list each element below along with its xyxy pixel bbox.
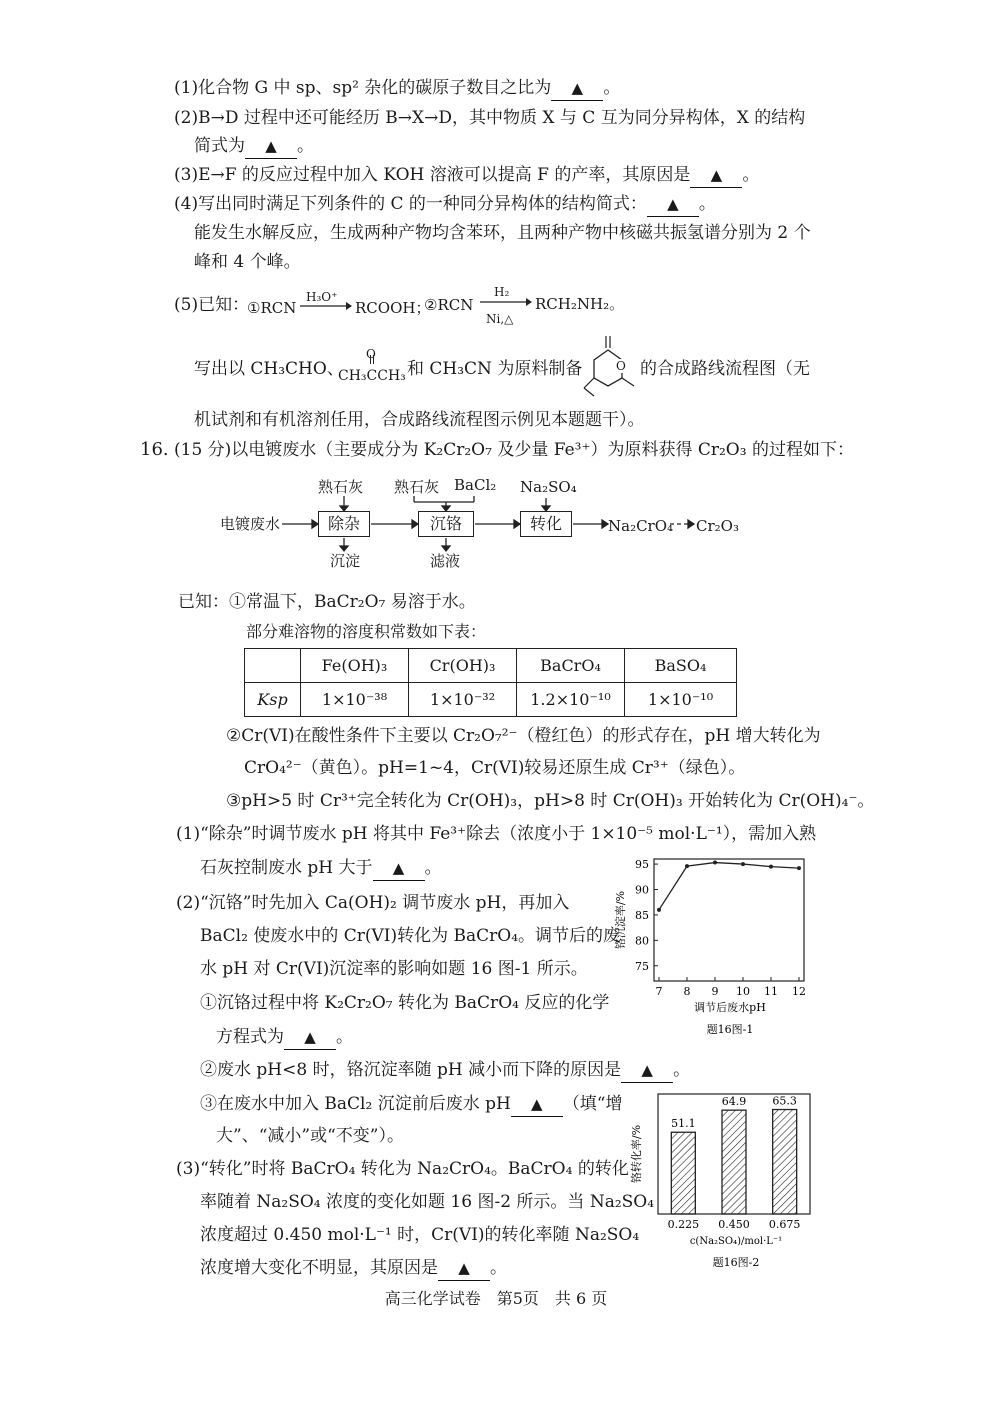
q16-known-2a: ②Cr(VI)在酸性条件下主要以 Cr₂O₇²⁻（橙红色）的形式存在，pH 增大转化为 [226,726,821,746]
flow-output-filtrate: 滤液 [430,552,461,570]
triangle-icon: ▲ [392,859,405,877]
reaction1-product: RCOOH； [355,299,431,317]
q16-part3-line3: 浓度超过 0.450 mol·L⁻¹ 时，Cr(VI)的转化率随 Na₂SO₄ [200,1225,640,1245]
q16-part2-sub1-line2: 方程式为 ▲ 。 [216,1025,353,1050]
q16-known-3: ③pH>5 时 Cr³⁺完全转化为 Cr(OH)₃，pH>8 时 Cr(OH)₃ 开始转化为 Cr(OH)₄⁻。 [226,791,875,811]
data-point [685,864,689,868]
reaction2-product: RCH₂NH₂。 [535,295,625,313]
q16-part2-sub1-line1: ①沉铬过程中将 K₂Cr₂O₇ 转化为 BaCrO₄ 反应的化学 [200,993,610,1013]
triangle-icon: ▲ [710,166,723,184]
table-header-cell [245,649,301,683]
bar-data-label: 65.3 [772,1094,797,1108]
table-row-label: Ksp [245,683,301,717]
answer-blank[interactable] [690,163,742,188]
y-tick-label: 85 [635,908,649,922]
q15-part2-line2: 简式为 ▲ 。 [194,134,314,159]
q16-heading: (15 分)以电镀废水（主要成分为 K₂Cr₂O₇ 及少量 Fe³⁺）为原料获得 Cr₂O₃ 的过程如下： [174,440,854,460]
flow-input-na2so4: Na₂SO₄ [520,478,577,496]
flow-box-impurity-removal: 除杂 [318,511,370,537]
triangle-icon: ▲ [641,1061,653,1079]
acetone-double-bond [370,355,371,364]
q16-number: 16. [140,439,169,460]
bar [671,1132,695,1214]
y-tick-label: 80 [635,934,649,948]
flow-input-lime-1: 熟石灰 [318,478,364,496]
lactone-structure [582,334,638,410]
table-cell: 1×10⁻³⁸ [301,683,409,717]
data-point [741,862,745,866]
data-point [657,908,661,912]
q15-part5-line3: 机试剂和有机溶剂任用，合成路线流程图示例见本题题干）。 [194,410,645,430]
answer-blank[interactable] [511,1092,563,1117]
chart-caption: 题16图-1 [706,1023,754,1036]
reaction2-condition-top: H₂ [494,285,510,299]
q15-part4-cond2: 峰和 4 个峰。 [194,252,301,272]
table-header-cell: BaSO₄ [625,649,737,683]
page-footer: 高三化学试卷 第5页 共 6 页 [384,1289,608,1308]
x-tick-label: 0.450 [718,1218,750,1231]
q15-part4-cond1: 能发生水解反应，生成两种产物均含苯环，且两种产物中核磁共振氢谱分别为 2 个 [194,223,811,243]
q16-part2-sub2: ②废水 pH<8 时，铬沉淀率随 pH 减小而下降的原因是 ▲ 。 [200,1058,690,1083]
x-tick-label: 7 [655,985,663,998]
table-header-cell: Fe(OH)₃ [301,649,409,683]
acetone-formula: CH₃CCH₃ [338,368,406,384]
triangle-icon: ▲ [531,1095,543,1113]
y-tick-label: 75 [635,959,649,973]
reaction2-condition-bottom: Ni,△ [486,312,514,326]
table-header-cell: Cr(OH)₃ [409,649,517,683]
reaction1-condition: H₃O⁺ [306,290,338,304]
q16-part3-line1: (3)“转化”时将 BaCrO₄ 转化为 Na₂CrO₄。BaCrO₄ 的转化 [176,1159,629,1179]
answer-blank[interactable] [284,1025,336,1050]
y-tick-label: 95 [635,858,649,872]
x-axis-label: 调节后废水pH [694,1001,766,1014]
answer-blank[interactable] [373,856,425,881]
table-row [245,683,737,717]
chart-conversion-rate-vs-concentration [628,1090,814,1280]
q16-part2-sub3-line1: ③在废水中加入 BaCl₂ 沉淀前后废水 pH ▲ （填“增 [200,1092,623,1117]
series-line [659,863,799,910]
bar-data-label: 64.9 [721,1095,747,1109]
flow-box-chromium-precipitation: 沉铬 [418,511,474,537]
reaction2-reactant: ②RCN [424,296,474,314]
x-tick-label: 8 [683,985,691,998]
triangle-icon: ▲ [571,79,584,97]
q15-part4: (4)写出同时满足下列条件的 C 的一种同分异构体的结构简式： ▲ 。 [174,192,716,217]
reaction1-arrow [300,300,352,312]
x-tick-label: 10 [736,985,750,998]
q15-part5-known: (5)已知： [174,295,250,315]
y-axis-label: 铬转化率/% [630,1124,643,1184]
flow-input-lime-2: 熟石灰 [394,478,440,496]
flow-output-precipitate: 沉淀 [330,552,361,570]
data-point [769,865,773,869]
x-tick-label: 12 [792,985,806,998]
q16-part1-line1: (1)“除杂”时调节废水 pH 将其中 Fe³⁺除去（浓度小于 1×10⁻⁵ mol·L⁻¹），需加入熟 [176,824,817,844]
q15-part5-line2c: 的合成路线流程图（无 [640,359,810,379]
q16-part2-line1: (2)“沉铬”时先加入 Ca(OH)₂ 调节废水 pH，再加入 [176,893,570,913]
flow-input-bacl2: BaCl₂ [454,476,497,494]
bar-data-label: 51.1 [671,1117,696,1131]
q16-part1-line2: 石灰控制废水 pH 大于 ▲ 。 [200,856,442,881]
chart-precipitation-rate-vs-ph [612,855,812,1040]
q15-part5-line2b: 和 CH₃CN 为原料制备 [407,359,583,379]
plot-frame [654,859,804,981]
x-tick-label: 0.675 [768,1218,801,1231]
q16-part3-line4: 浓度增大变化不明显，其原因是 ▲ 。 [200,1256,507,1281]
answer-blank[interactable] [621,1058,673,1083]
ksp-table [244,648,737,717]
table-cell: 1×10⁻³² [409,683,517,717]
flow-arrows [218,472,778,582]
chart-caption: 题16图-2 [712,1256,760,1269]
answer-blank[interactable] [438,1256,490,1281]
table-cell: 1.2×10⁻¹⁰ [517,683,625,717]
data-point [797,866,801,870]
q16-part2-line2: BaCl₂ 使废水中的 Cr(VI)转化为 BaCrO₄。调节后的废 [200,926,621,946]
table-header-row [245,649,737,683]
x-tick-label: 11 [764,985,778,998]
q15-part2-line1: (2)B→D 过程中还可能经历 B→X→D，其中物质 X 与 C 互为同分异构体，X 的结构 [174,108,806,128]
table-cell: 1×10⁻¹⁰ [625,683,737,717]
answer-blank[interactable] [647,192,699,217]
q15-part3: (3)E→F 的反应过程中加入 KOH 溶液可以提高 F 的产率，其原因是 ▲ 。 [174,163,759,188]
y-axis-label: 铬沉淀率/% [614,890,627,950]
q15-part1: (1)化合物 G 中 sp、sp² 杂化的碳原子数目之比为 ▲ 。 [174,76,620,101]
x-axis-label: c(Na₂SO₄)/mol·L⁻¹ [689,1236,783,1247]
table-header-cell: BaCrO₄ [517,649,625,683]
q16-part3-line2: 率随着 Na₂SO₄ 浓度的变化如题 16 图-2 所示。当 Na₂SO₄ [200,1192,655,1212]
process-flow-diagram [218,472,778,582]
q16-part2-line3: 水 pH 对 Cr(VI)沉淀率的影响如题 16 图-1 所示。 [200,959,588,979]
flow-start-label: 电镀废水 [220,515,281,533]
q16-known-2b: CrO₄²⁻（黄色）。pH=1~4，Cr(VI)较易还原生成 Cr³⁺（绿色）。 [244,758,746,778]
answer-blank[interactable] [551,76,603,101]
q16-known-1: 已知：①常温下，BaCr₂O₇ 易溶于水。 [178,592,476,612]
x-tick-label: 9 [711,985,719,998]
data-point [713,861,717,865]
bar [773,1110,797,1214]
triangle-icon: ▲ [458,1259,470,1277]
triangle-icon: ▲ [265,137,277,155]
triangle-icon: ▲ [667,195,679,213]
acetone-oxygen: O [366,347,376,361]
triangle-icon: ▲ [304,1028,316,1046]
q15-part5-line2a: 写出以 CH₃CHO、 [194,359,344,379]
flow-box-conversion: 转化 [520,511,572,537]
x-tick-label: 0.225 [667,1218,700,1231]
bar [722,1110,746,1214]
q16-known-1b: 部分难溶物的溶度积常数如下表： [246,622,487,641]
reaction1-reactant: ①RCN [247,299,297,317]
q16-part2-sub3-line2: 大”、“减小”或“不变”）。 [216,1126,404,1146]
flow-product-cr2o3: Cr₂O₃ [696,517,739,535]
lactone-ring-oxygen: O [616,359,626,373]
y-tick-label: 90 [635,883,649,897]
flow-product-na2cro4: Na₂CrO₄ [608,517,674,535]
answer-blank[interactable] [245,134,297,159]
